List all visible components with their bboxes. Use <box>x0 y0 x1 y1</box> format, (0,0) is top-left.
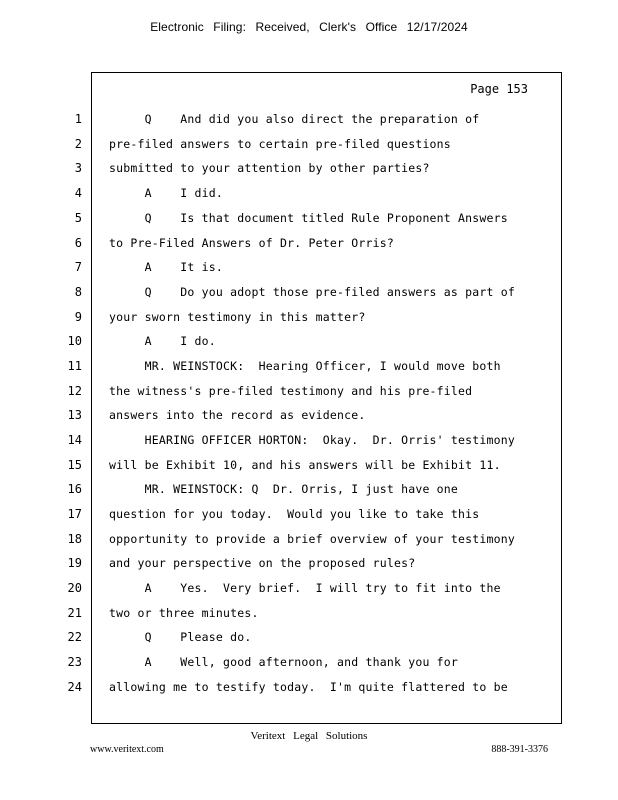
transcript-line: A Yes. Very brief. I will try to fit into the <box>109 581 501 595</box>
transcript-line: submitted to your attention by other parties? <box>109 161 430 175</box>
transcript-line: question for you today. Would you like to take this <box>109 507 480 521</box>
transcript-line: answers into the record as evidence. <box>109 408 366 422</box>
transcript-line: will be Exhibit 10, and his answers will be Exhibit 11. <box>109 458 501 472</box>
transcript-line: the witness's pre-filed testimony and his pre-filed <box>109 384 473 398</box>
line-number: 17 <box>67 507 82 521</box>
line-number: 7 <box>74 260 82 274</box>
line-number: 14 <box>67 433 82 447</box>
line-number: 22 <box>67 630 82 644</box>
line-number: 4 <box>74 186 82 200</box>
transcript-line: A It is. <box>109 260 223 274</box>
transcript-line: and your perspective on the proposed rules? <box>109 556 416 570</box>
transcript-line: A I did. <box>109 186 223 200</box>
line-number: 2 <box>74 137 82 151</box>
page-number: Page 153 <box>470 82 528 96</box>
transcript-line: pre-filed answers to certain pre-filed questions <box>109 137 451 151</box>
transcript-line: opportunity to provide a brief overview of your testimony <box>109 532 516 546</box>
transcript-line: Q Is that document titled Rule Proponent Answers <box>109 211 508 225</box>
line-number: 8 <box>74 285 82 299</box>
line-number: 19 <box>67 556 82 570</box>
transcript-line: your sworn testimony in this matter? <box>109 310 366 324</box>
transcript-line: Q Please do. <box>109 630 252 644</box>
line-number: 6 <box>74 236 82 250</box>
transcript-line: to Pre-Filed Answers of Dr. Peter Orris? <box>109 236 394 250</box>
line-number: 24 <box>67 680 82 694</box>
line-number: 21 <box>67 606 82 620</box>
transcript-line: HEARING OFFICER HORTON: Okay. Dr. Orris' testimony <box>109 433 516 447</box>
line-number: 10 <box>67 334 82 348</box>
line-number: 15 <box>67 458 82 472</box>
filing-stamp: Electronic Filing: Received, Clerk's Office 12/17/2024 <box>150 20 468 34</box>
footer-company: Veritext Legal Solutions <box>250 730 368 742</box>
transcript-line: Q And did you also direct the preparation of <box>109 112 480 126</box>
transcript-line: A Well, good afternoon, and thank you for <box>109 655 459 669</box>
transcript-line: A I do. <box>109 334 216 348</box>
footer-website: www.veritext.com <box>90 744 164 755</box>
line-number: 1 <box>74 112 82 126</box>
transcript-line: MR. WEINSTOCK: Hearing Officer, I would move both <box>109 359 501 373</box>
line-number: 12 <box>67 384 82 398</box>
line-number: 3 <box>74 161 82 175</box>
line-number: 13 <box>67 408 82 422</box>
line-number: 18 <box>67 532 82 546</box>
footer-phone: 888-391-3376 <box>491 744 548 755</box>
transcript-line: Q Do you adopt those pre-filed answers as part of <box>109 285 516 299</box>
line-number: 5 <box>74 211 82 225</box>
line-number: 23 <box>67 655 82 669</box>
line-number: 20 <box>67 581 82 595</box>
line-number: 16 <box>67 482 82 496</box>
transcript-line: allowing me to testify today. I'm quite flattered to be <box>109 680 508 694</box>
transcript-line: MR. WEINSTOCK: Q Dr. Orris, I just have one <box>109 482 459 496</box>
line-number: 11 <box>67 359 82 373</box>
line-number: 9 <box>74 310 82 324</box>
transcript-line: two or three minutes. <box>109 606 259 620</box>
